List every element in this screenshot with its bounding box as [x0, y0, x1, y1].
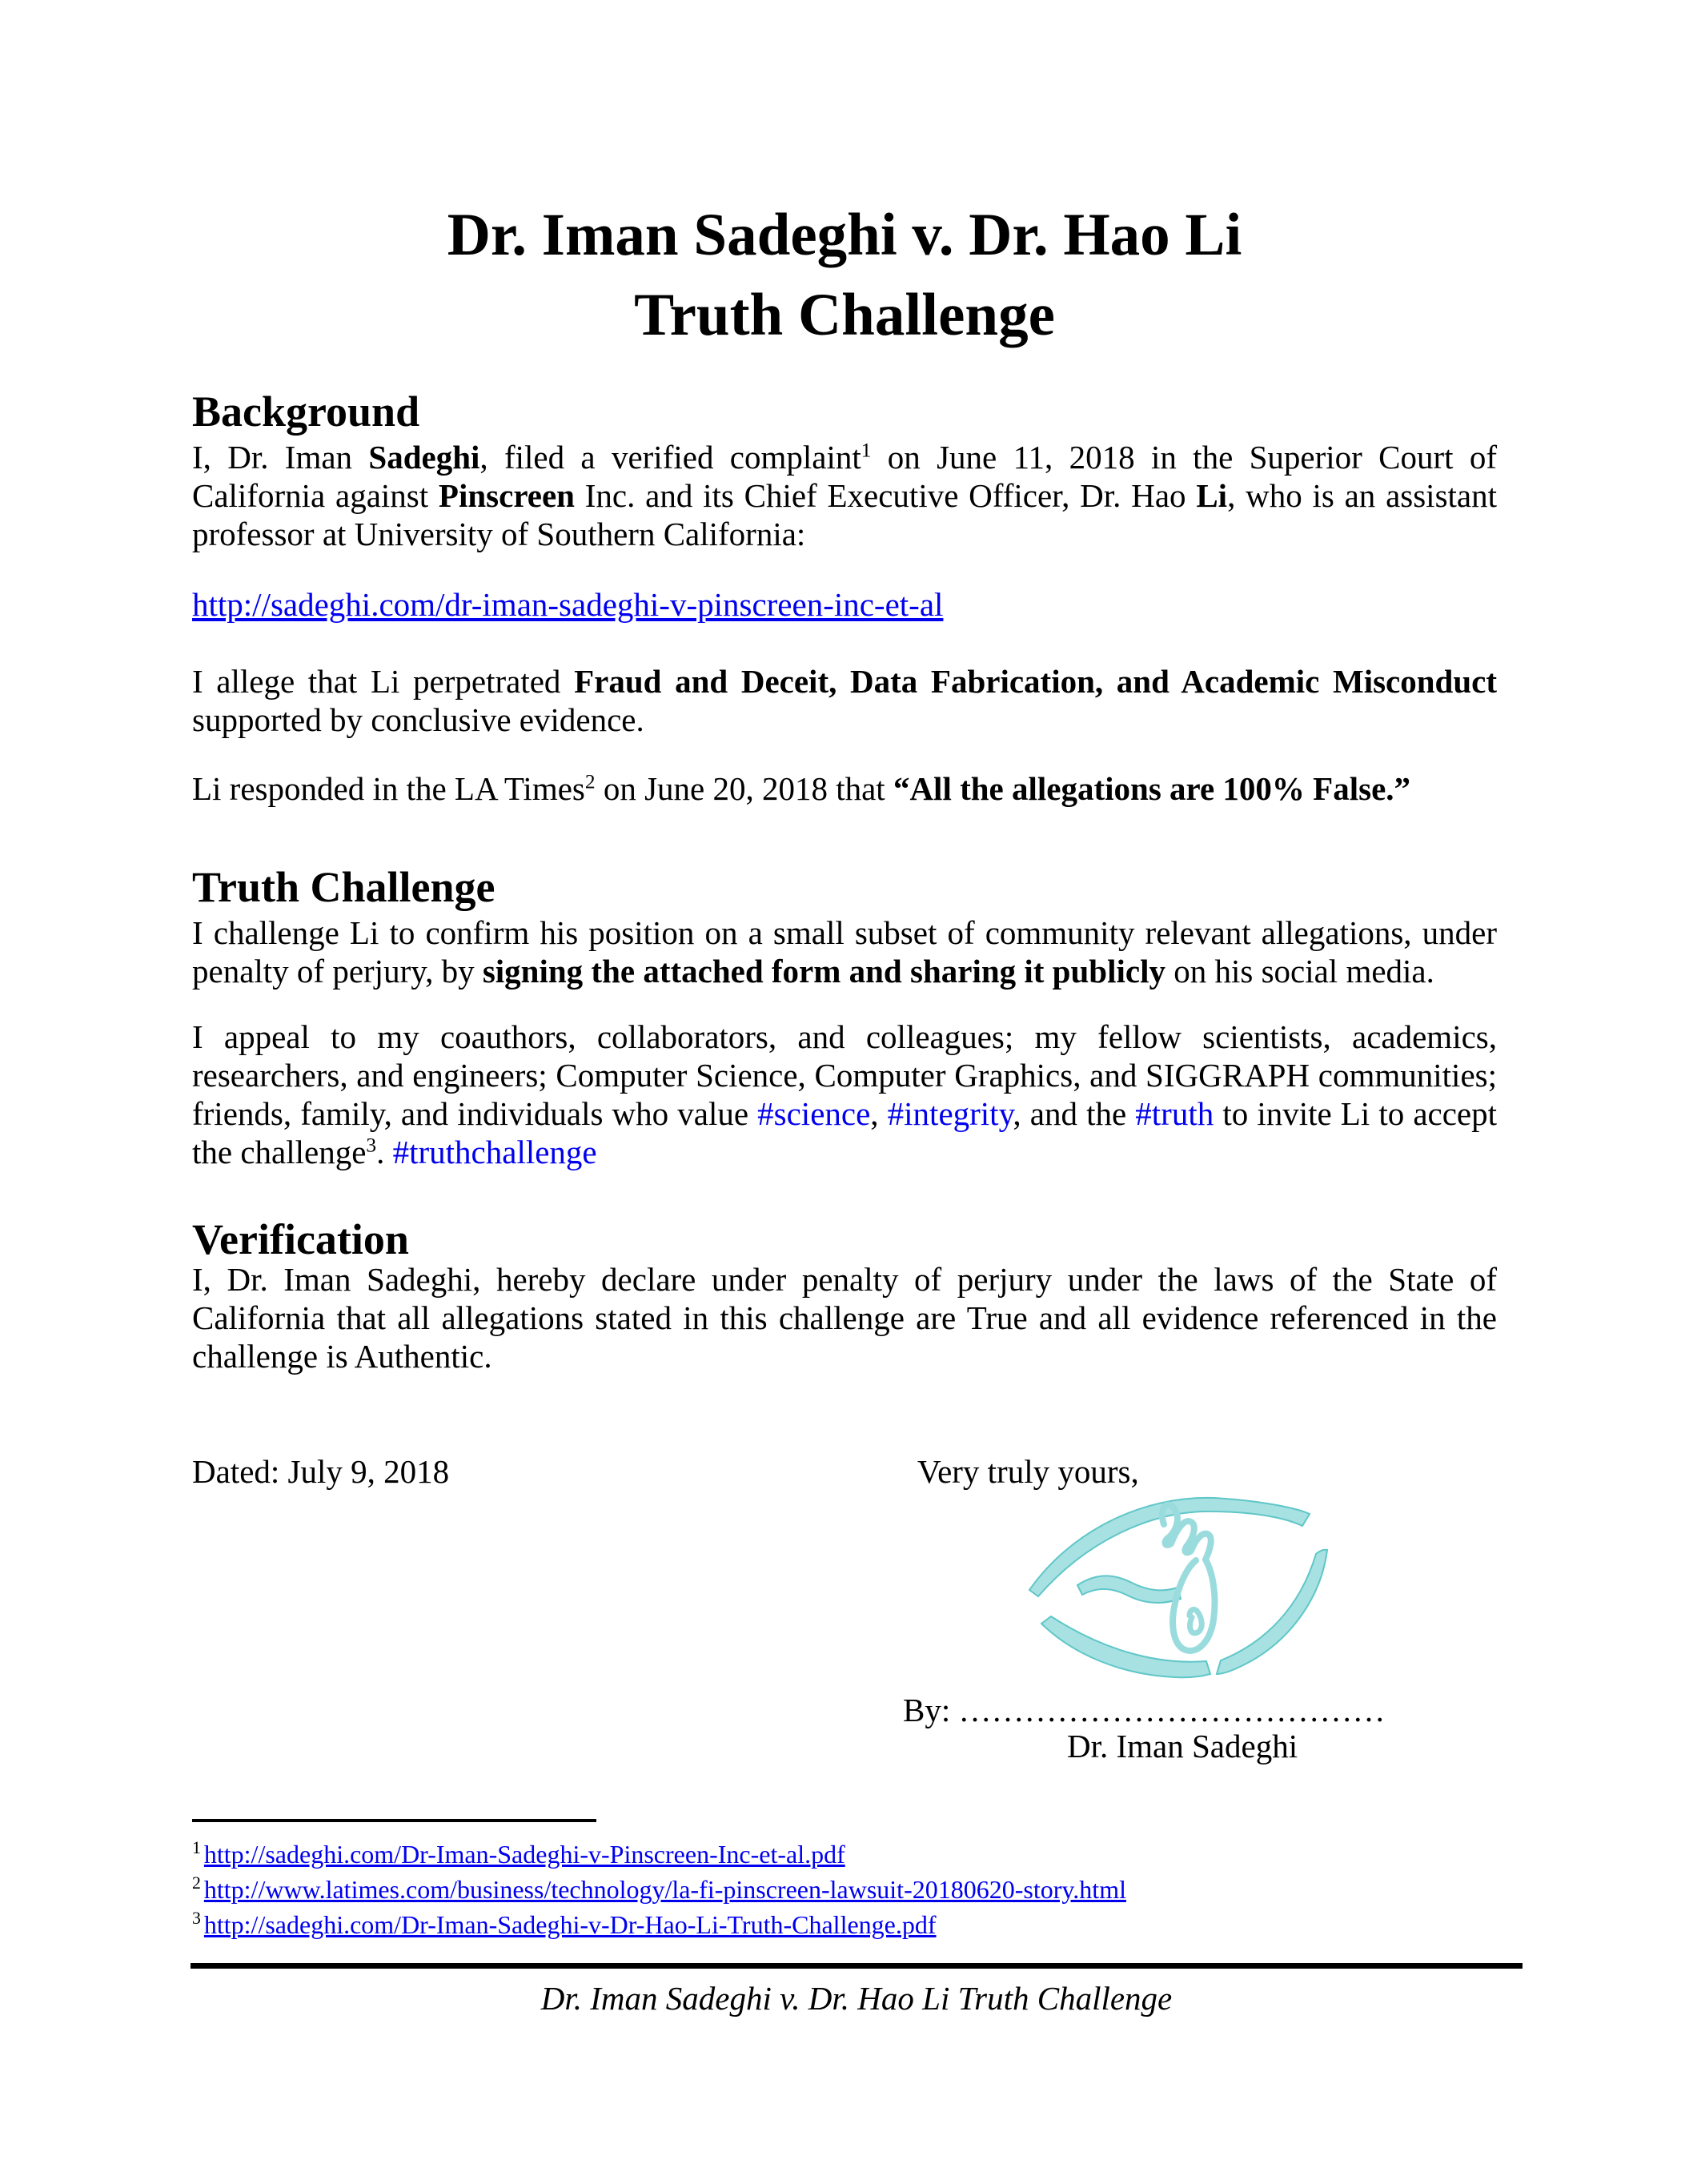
by-label: By: — [903, 1692, 959, 1728]
text-run: I, Dr. Iman — [192, 439, 369, 476]
text-run: , — [870, 1095, 888, 1132]
text-run: on his social media. — [1165, 953, 1434, 990]
by-signature-line — [903, 1691, 1386, 1729]
text-run: I appeal to my coauthors, collaborators, and colleagues; my fellow scientists, academics, researchers, and engineers; Computer Science, Computer Graphics, and SIGGRAPH communities; friends, family, and individuals who value — [192, 1018, 1497, 1132]
signature-ribbon — [1077, 1576, 1181, 1603]
footnote-number: 1 — [192, 1838, 201, 1858]
hashtag-science-link[interactable]: #science — [757, 1095, 871, 1132]
text-run: I allege that Li perpetrated — [192, 663, 575, 700]
footnote-3 — [192, 1907, 1553, 1942]
footnote-1-link[interactable]: http://sadeghi.com/Dr-Iman-Sadeghi-v-Pinscreen-Inc-et-al.pdf — [203, 1840, 845, 1869]
text-run: to invite Li to accept the challenge — [192, 1095, 1498, 1170]
bold-li: Li — [1196, 477, 1228, 514]
complaint-link-line — [192, 585, 1497, 624]
background-heading: Background — [192, 387, 420, 436]
complaint-link[interactable]: http://sadeghi.com/dr-iman-sadeghi-v-pinscreen-inc-et-al — [192, 586, 944, 623]
footnote-separator — [192, 1819, 596, 1822]
hashtag-integrity-link[interactable]: #integrity — [887, 1095, 1013, 1132]
title-line-2: Truth Challenge — [634, 282, 1055, 348]
document-title — [192, 195, 1497, 355]
text-run: Li responded in the LA Times — [192, 770, 585, 807]
bold-signing: signing the attached form and sharing it publicly — [482, 953, 1165, 990]
hashtag-truthchallenge-link[interactable]: #truthchallenge — [392, 1134, 597, 1170]
dated-line: Dated: July 9, 2018 — [192, 1453, 450, 1490]
footnote-2-link[interactable]: http://www.latimes.com/business/technology/la-fi-pinscreen-lawsuit-20180620-story.html — [203, 1875, 1126, 1904]
hashtag-truth-link[interactable]: #truth — [1135, 1095, 1214, 1132]
footnotes-block — [192, 1837, 1553, 1942]
la-times-paragraph — [192, 769, 1497, 808]
bold-sadeghi: Sadeghi — [368, 439, 480, 476]
bold-quote: “All the allegations are 100% False.” — [893, 770, 1411, 807]
background-paragraph-1 — [192, 438, 1497, 553]
text-run: , and the — [1013, 1095, 1136, 1132]
text-run: on June 20, 2018 that — [595, 770, 893, 807]
footnote-1 — [192, 1837, 1553, 1872]
title-line-1: Dr. Iman Sadeghi v. Dr. Hao Li — [447, 202, 1242, 268]
text-run: on June 11, 2018 in the Superior Court of California against — [192, 439, 1497, 514]
verification-paragraph: I, Dr. Iman Sadeghi, hereby declare under penalty of perjury under the laws of the State of California that all allegations stated in this challenge are True and all evidence referenced in the challenge is Authentic. — [192, 1261, 1497, 1375]
footnote-3-link[interactable]: http://sadeghi.com/Dr-Iman-Sadeghi-v-Dr-Hao-Li-Truth-Challenge.pdf — [203, 1910, 937, 1939]
text-run: , who is an assistant professor at University of Southern California: — [192, 477, 1498, 552]
text-run: supported by conclusive evidence. — [192, 701, 644, 738]
signature-calligraphy-svg — [1025, 1491, 1332, 1688]
signatory-name: Dr. Iman Sadeghi — [1067, 1728, 1298, 1764]
signature-image — [1025, 1491, 1332, 1688]
verification-heading: Verification — [192, 1215, 409, 1263]
challenge-paragraph-2 — [192, 1018, 1497, 1171]
footnote-ref-1: 1 — [861, 439, 872, 462]
footer-title: Dr. Iman Sadeghi v. Dr. Hao Li Truth Challenge — [540, 1980, 1173, 2017]
signature-inner-hook — [1190, 1609, 1202, 1632]
footnote-ref-3: 3 — [366, 1134, 377, 1157]
text-run: Inc. and its Chief Executive Officer, Dr. Hao — [574, 477, 1197, 514]
salutation-line: Very truly yours, — [917, 1453, 1139, 1490]
bold-allegations: Fraud and Deceit, Data Fabrication, and Academic Misconduct — [574, 663, 1497, 700]
signature-dotted-line: ………………………………… — [958, 1692, 1386, 1728]
text-run: I challenge Li to confirm his position on a small subset of community relevant allegations, under penalty of perjury, by — [192, 914, 1497, 990]
text-run: . — [376, 1134, 393, 1170]
truth-challenge-heading: Truth Challenge — [192, 863, 495, 911]
allegation-paragraph — [192, 662, 1497, 739]
footnote-number: 3 — [192, 1909, 201, 1929]
challenge-paragraph-1 — [192, 913, 1497, 990]
footnote-ref-2: 2 — [584, 770, 596, 793]
footnote-2 — [192, 1872, 1553, 1907]
bold-pinscreen: Pinscreen — [438, 477, 575, 514]
text-run: , filed a verified complaint — [479, 439, 861, 476]
footer-rule — [191, 1963, 1523, 1969]
footnote-number: 2 — [192, 1873, 201, 1893]
signature-right-arc — [1217, 1550, 1327, 1674]
